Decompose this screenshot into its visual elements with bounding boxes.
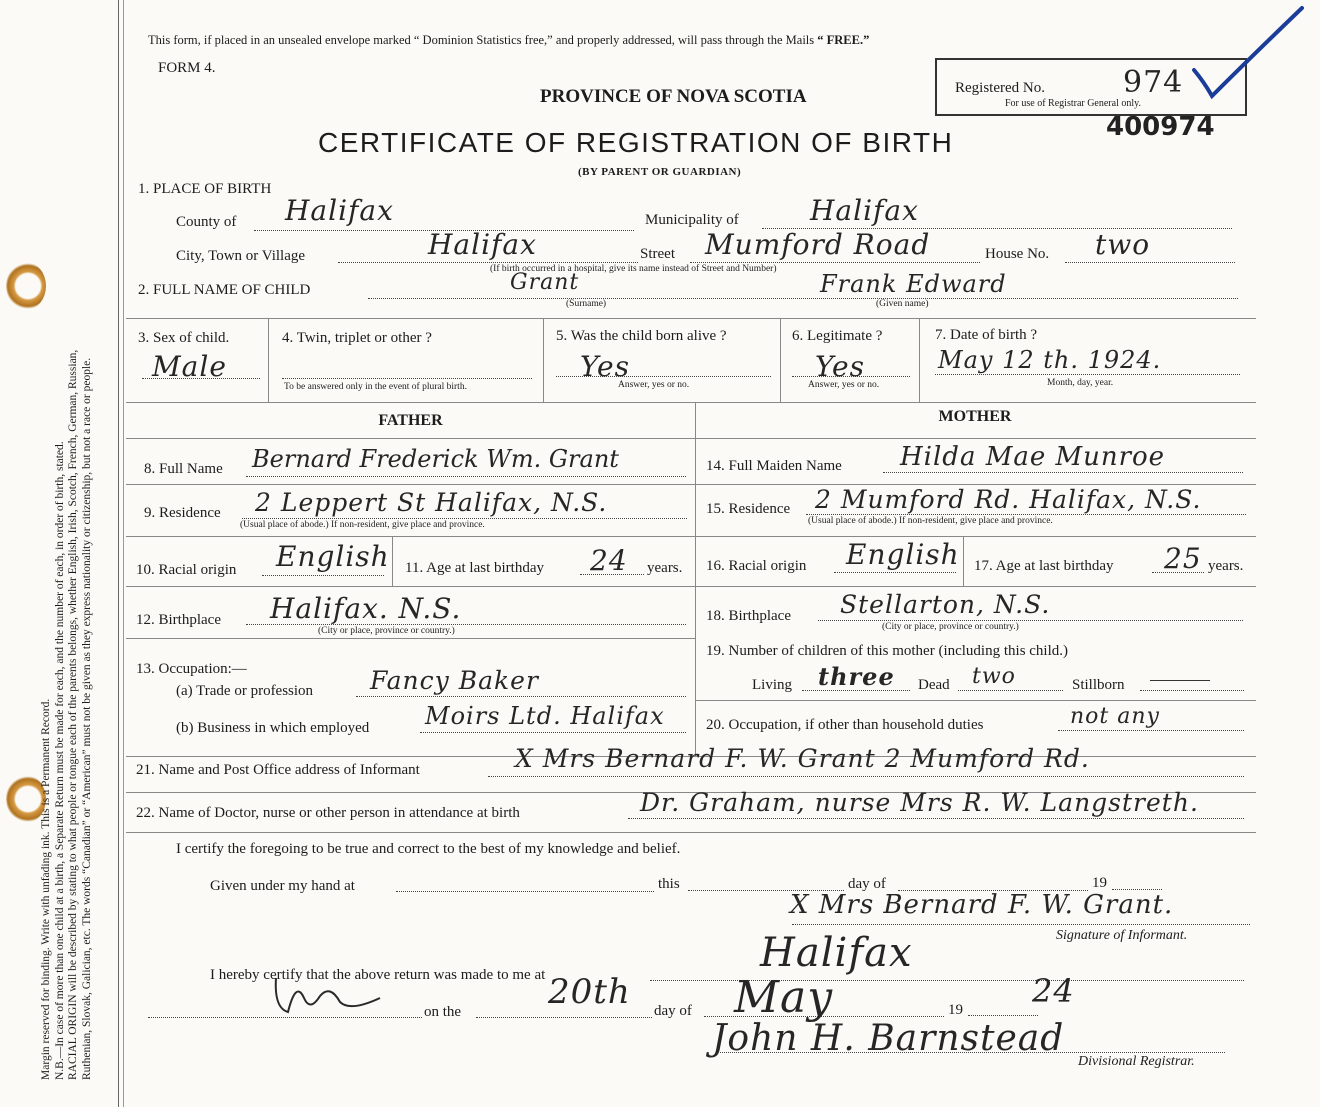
street-label: Street [640,246,675,262]
form-number: FORM 4. [158,60,216,76]
mother-age-value: 25 [1164,542,1202,575]
living-value: three [818,662,895,691]
mother-occupation-label: 20. Occupation, if other than household duties [706,717,984,733]
margin-instructions [40,20,94,1080]
mother-birthplace-value: Stellarton, N.S. [840,590,1051,619]
registrar-caption: Divisional Registrar. [1078,1054,1195,1069]
registrar-place: Halifax [760,930,913,976]
father-residence-value: 2 Leppert St Halifax, N.S. [255,488,608,517]
registrar-statement: I hereby certify that the above return was made to me at [210,967,546,983]
birth-date-note: Month, day, year. [1047,378,1114,388]
informant-signature: X Mrs Bernard F. W. Grant. [790,890,1174,920]
mother-name-value: Hilda Mae Munroe [900,442,1166,472]
this-label: this [658,876,680,892]
house-value: two [1095,228,1151,261]
page-subtitle: (BY PARENT OR GUARDIAN) [578,166,742,178]
registration-year: 24 [1032,972,1075,1010]
registration-day: 20th [548,972,631,1012]
scribble-mark [270,968,400,1016]
municipality-label: Municipality of [645,212,739,228]
county-label: County of [176,214,237,230]
legit-label: 6. Legitimate ? [792,328,883,344]
informant-label: 21. Name and Post Office address of Informant [136,762,420,778]
alive-value: Yes [580,350,630,383]
father-birthplace-value: Halifax. N.S. [270,592,462,625]
dead-value: two [972,664,1016,689]
given-caption: (Given name) [876,299,929,309]
sex-label: 3. Sex of child. [138,330,230,346]
birth-date-value: May 12 th. 1924. [938,346,1162,374]
checkmark-icon [1190,0,1310,100]
alive-note: Answer, yes or no. [618,380,690,390]
father-business-label: (b) Business in which employed [176,720,370,736]
legit-value: Yes [815,350,865,383]
margin-note-2: N.B.—In case of more than one child at a birth, a Separate Return must be made for each, and the number of each, in order of birth, stated. [53,441,66,1080]
father-residence-note: (Usual place of abode.) If non-resident, give place and province. [240,520,485,530]
father-name-value: Bernard Frederick Wm. Grant [252,445,619,473]
registered-value: 974 [1123,65,1184,100]
father-heading: FATHER [378,412,443,429]
father-occupation-label: 13. Occupation:— [136,661,247,677]
mother-racial-label: 16. Racial origin [706,558,807,574]
registration-year-prefix: 19 [948,1002,963,1018]
doctor-label: 22. Name of Doctor, nurse or other person in attendance at birth [136,805,520,821]
registered-note: For use of Registrar General only. [1005,98,1141,109]
mother-occupation-value: not any [1070,704,1160,729]
province-heading: PROVINCE OF NOVA SCOTIA [540,86,807,107]
margin-note-1: Margin reserved for binding. Write with unfading ink. This is a Permanent Record. [40,698,52,1080]
city-value: Halifax [428,228,537,261]
on-the-label: on the [424,1004,462,1020]
hospital-note: (If birth occurred in a hospital, give its name instead of Street and Number) [490,264,777,274]
informant-value: X Mrs Bernard F. W. Grant 2 Mumford Rd. [515,744,1090,773]
father-business-value: Moirs Ltd. Halifax [425,702,665,730]
stillborn-label: Stillborn [1072,677,1125,693]
year-label: 19 [1092,875,1107,891]
father-racial-value: English [276,540,390,573]
father-residence-label: 9. Residence [144,505,221,521]
living-label: Living [752,677,792,693]
mother-name-label: 14. Full Maiden Name [706,458,842,474]
mother-birthplace-note: (City or place, province or country.) [882,622,1019,632]
mother-residence-value: 2 Mumford Rd. Halifax, N.S. [815,485,1202,514]
margin-rule [118,0,119,1107]
registration-month: May [734,972,834,1023]
legit-note: Answer, yes or no. [808,380,880,390]
twin-label: 4. Twin, triplet or other ? [282,330,432,346]
mother-heading: MOTHER [938,408,1012,425]
certify-statement: I certify the foregoing to be true and correct to the best of my knowledge and belief. [176,841,681,857]
stillborn-dash [1150,680,1210,681]
doctor-value: Dr. Graham, nurse Mrs R. W. Langstreth. [640,788,1199,817]
registrar-signature: John H. Barnstead [712,1018,1065,1059]
given-under-hand-label: Given under my hand at [210,878,355,894]
margin-note-3: RACIAL ORIGIN will be described by stating to what people or tongue each of the parents belongs, whether English, Irish, Scotch, French, German, Russian, [67,349,79,1080]
mother-residence-note: (Usual place of abode.) If non-resident, give place and province. [808,516,1053,526]
informant-signature-caption: Signature of Informant. [1056,928,1188,943]
father-birthplace-note: (City or place, province or country.) [318,626,455,636]
municipality-value: Halifax [810,194,919,227]
mother-residence-label: 15. Residence [706,501,791,517]
father-birthplace-label: 12. Birthplace [136,612,221,628]
father-racial-label: 10. Racial origin [136,562,237,578]
city-label: City, Town or Village [176,248,306,264]
registered-label: Registered No. [955,80,1045,96]
surname-caption: (Surname) [566,299,607,309]
margin-note-4: Ruthenian, Slovak, Galician, etc. The words “Canadian” or “American” must not be given as they express nationality or citizenship, but not a race or people. [80,357,93,1080]
house-label: House No. [985,246,1050,262]
mother-age-label: 17. Age at last birthday [974,558,1114,574]
father-age-value: 24 [590,544,628,577]
children-count-label: 19. Number of children of this mother (including this child.) [706,643,1069,659]
birth-date-label: 7. Date of birth ? [935,327,1038,343]
twin-note: To be answered only in the event of plural birth. [284,382,467,392]
stamp-number: 400974 [1106,112,1215,142]
father-trade-value: Fancy Baker [370,666,539,695]
sex-value: Male [152,350,227,383]
mother-years-label: years. [1208,558,1244,574]
father-age-label: 11. Age at last birthday [405,560,544,576]
margin-rule-inner [123,0,124,1107]
mother-racial-value: English [846,538,960,571]
mail-notice: This form, if placed in an unsealed envelope marked “ Dominion Statistics free,” and properly addressed, will pass through the Mails “ FREE.” [148,33,870,47]
father-trade-label: (a) Trade or profession [176,683,314,699]
father-years-label: years. [647,560,683,576]
day-of-label-2: day of [654,1003,692,1019]
page-title: CERTIFICATE OF REGISTRATION OF BIRTH [318,127,954,158]
father-name-label: 8. Full Name [144,461,223,477]
alive-label: 5. Was the child born alive ? [556,328,727,344]
mother-birthplace-label: 18. Birthplace [706,608,791,624]
child-name-label: 2. FULL NAME OF CHILD [138,282,311,298]
day-of-label: day of [848,876,886,892]
county-value: Halifax [285,194,394,227]
place-of-birth-heading: 1. PLACE OF BIRTH [138,181,272,197]
street-value: Mumford Road [705,228,931,261]
child-surname: Grant [510,270,580,295]
dead-label: Dead [918,677,950,693]
child-given-name: Frank Edward [820,270,1007,298]
